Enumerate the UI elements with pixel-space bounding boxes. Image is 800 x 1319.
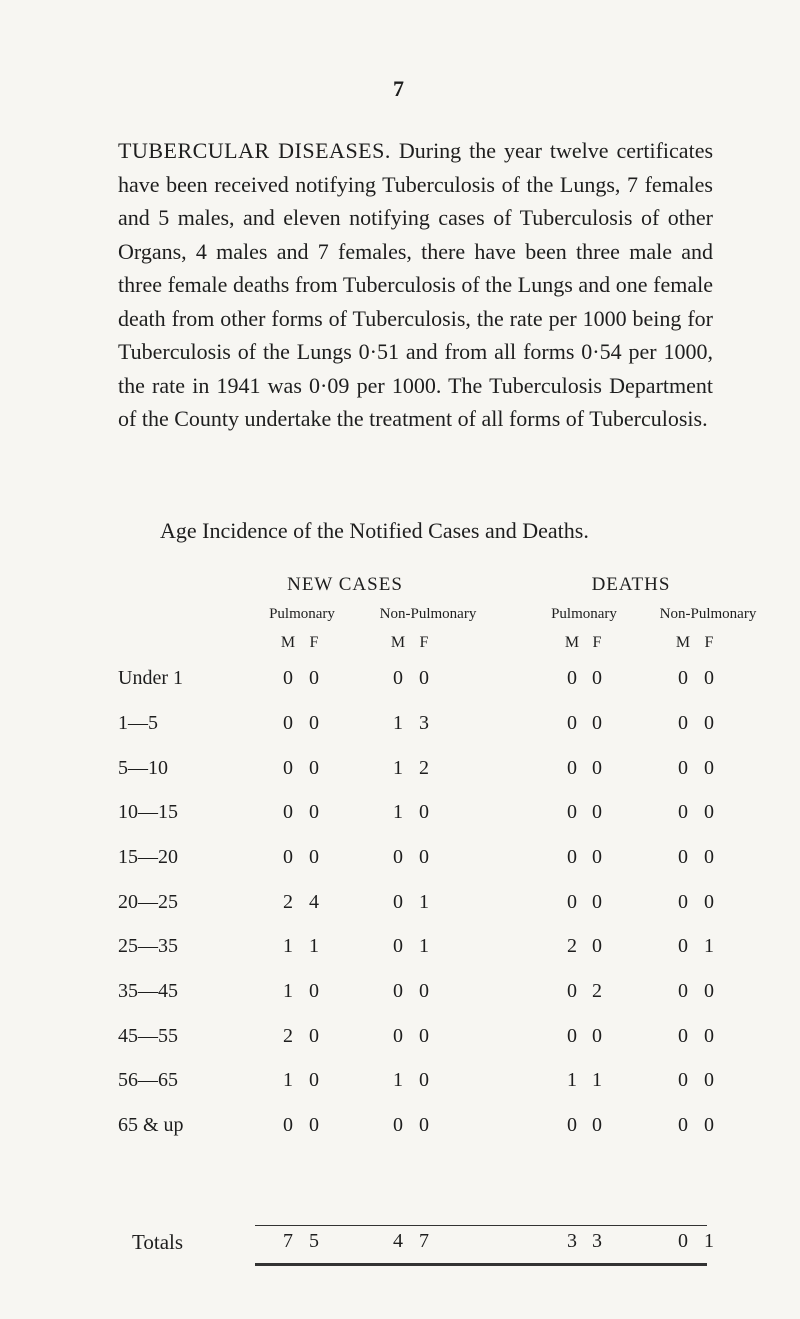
table-cell: 0 <box>704 801 714 823</box>
table-cell: 0 <box>283 846 293 868</box>
table-cell: 0 <box>678 935 688 957</box>
table-cell: 0 <box>678 757 688 779</box>
table-cell: 0 <box>678 980 688 1002</box>
table-cell: 2 <box>283 891 293 913</box>
page-number: 7 <box>393 76 404 101</box>
table-cell: 0 <box>704 1069 714 1091</box>
table-row <box>0 846 800 876</box>
table-cell: 1 <box>393 712 403 734</box>
table-cell: 0 <box>567 846 577 868</box>
table-cell: 1 <box>704 935 714 957</box>
table-cell: 0 <box>678 801 688 823</box>
table-row <box>0 667 800 697</box>
totals-cell: 7 <box>283 1230 293 1252</box>
table-cell: 0 <box>592 801 602 823</box>
totals-cell: 5 <box>309 1230 319 1252</box>
sex-header: F <box>704 634 714 651</box>
table-row <box>0 980 800 1010</box>
table-cell: 0 <box>393 935 403 957</box>
group-header-new-cases: NEW CASES <box>287 574 403 595</box>
age-group-label: 20—25 <box>118 891 178 913</box>
subheader-non-pulmonary: Non-Pulmonary <box>379 606 477 622</box>
table-cell: 0 <box>309 846 319 868</box>
sex-header: F <box>592 634 602 651</box>
table-row <box>0 1069 800 1099</box>
table-cell: 0 <box>283 1114 293 1136</box>
bottom-rule <box>255 1263 707 1266</box>
table-cell: 0 <box>592 712 602 734</box>
table-cell: 1 <box>283 980 293 1002</box>
table-cell: 0 <box>678 846 688 868</box>
totals-cell: 4 <box>393 1230 403 1252</box>
table-cell: 0 <box>283 801 293 823</box>
table-cell: 0 <box>592 1025 602 1047</box>
table-cell: 0 <box>567 757 577 779</box>
table-row <box>0 1114 800 1144</box>
totals-cell: 3 <box>592 1230 602 1252</box>
table-cell: 0 <box>678 891 688 913</box>
table-cell: 0 <box>704 1114 714 1136</box>
table-cell: 0 <box>678 667 688 689</box>
section-heading: TUBERCULAR DISEASES. <box>118 138 391 163</box>
table-cell: 0 <box>592 667 602 689</box>
age-group-label: 35—45 <box>118 980 178 1002</box>
table-cell: 0 <box>678 1025 688 1047</box>
table-cell: 0 <box>309 1069 319 1091</box>
age-group-label: 45—55 <box>118 1025 178 1047</box>
table-cell: 0 <box>393 891 403 913</box>
table-cell: 0 <box>393 846 403 868</box>
table-cell: 0 <box>567 801 577 823</box>
sex-header: M <box>564 634 580 651</box>
sex-header: F <box>419 634 429 651</box>
table-cell: 2 <box>419 757 429 779</box>
table-cell: 0 <box>393 1025 403 1047</box>
table-cell: 0 <box>419 980 429 1002</box>
table-cell: 0 <box>567 712 577 734</box>
table-row <box>0 1025 800 1055</box>
table-row <box>0 935 800 965</box>
table-cell: 0 <box>393 667 403 689</box>
table-cell: 1 <box>419 935 429 957</box>
age-group-label: 65 & up <box>118 1114 184 1136</box>
table-cell: 0 <box>678 712 688 734</box>
table-cell: 0 <box>309 1025 319 1047</box>
table-cell: 1 <box>419 891 429 913</box>
totals-label: Totals <box>132 1230 184 1254</box>
totals-cell: 0 <box>678 1230 688 1252</box>
sex-header: F <box>309 634 319 651</box>
paragraph-text: During the year twelve certificates have been received notifying Tuberculosis of the Lungs, 7 females and 5 males, and eleven notifying cases of Tuberculosis of other Organs, 4 males and 7 females, there have been three male and three female deaths from Tuberculosis of the Lungs and one female death from other forms of Tuberculosis, the rate per 1000 being for Tuberculosis of the Lungs 0·51 and from all forms 0·54 per 1000, the rate in 1941 was 0·09 per 1000. The Tuberculosis Department of the County undertake the treatment of all forms of Tuberculosis. <box>118 138 714 431</box>
sex-header: M <box>390 634 406 651</box>
tubercular-diseases-paragraph <box>118 134 713 436</box>
subheader-pulmonary: Pulmonary <box>551 606 617 622</box>
table-cell: 0 <box>393 980 403 1002</box>
table-cell: 0 <box>704 757 714 779</box>
table-cell: 1 <box>393 801 403 823</box>
table-cell: 0 <box>309 801 319 823</box>
table-cell: 0 <box>704 891 714 913</box>
subheader-non-pulmonary: Non-Pulmonary <box>659 606 757 622</box>
totals-cell: 7 <box>419 1230 429 1252</box>
table-cell: 0 <box>567 667 577 689</box>
table-cell: 0 <box>283 757 293 779</box>
totals-cell: 3 <box>567 1230 577 1252</box>
sex-header: M <box>675 634 691 651</box>
table-cell: 0 <box>419 801 429 823</box>
table-cell: 0 <box>704 667 714 689</box>
table-cell: 0 <box>567 891 577 913</box>
table-cell: 0 <box>592 1114 602 1136</box>
table-cell: 1 <box>567 1069 577 1091</box>
table-cell: 0 <box>592 891 602 913</box>
table-row <box>0 757 800 787</box>
totals-row <box>0 1230 800 1260</box>
table-cell: 2 <box>567 935 577 957</box>
table-cell: 0 <box>419 1025 429 1047</box>
table-cell: 1 <box>309 935 319 957</box>
table-row <box>0 891 800 921</box>
age-group-label: 56—65 <box>118 1069 178 1091</box>
table-cell: 0 <box>419 846 429 868</box>
group-header-deaths: DEATHS <box>591 574 671 595</box>
table-cell: 0 <box>704 980 714 1002</box>
table-cell: 0 <box>309 1114 319 1136</box>
subheader-pulmonary: Pulmonary <box>269 606 335 622</box>
age-group-label: 15—20 <box>118 846 178 868</box>
age-group-label: 5—10 <box>118 757 168 779</box>
table-row <box>0 801 800 831</box>
age-group-label: 25—35 <box>118 935 178 957</box>
table-cell: 4 <box>309 891 319 913</box>
table-cell: 1 <box>592 1069 602 1091</box>
table-cell: 0 <box>283 667 293 689</box>
table-cell: 2 <box>283 1025 293 1047</box>
table-cell: 0 <box>592 757 602 779</box>
table-cell: 0 <box>567 1114 577 1136</box>
table-cell: 0 <box>704 846 714 868</box>
table-cell: 1 <box>283 1069 293 1091</box>
table-cell: 0 <box>283 712 293 734</box>
table-cell: 0 <box>309 980 319 1002</box>
table-cell: 0 <box>704 1025 714 1047</box>
table-cell: 1 <box>283 935 293 957</box>
table-caption: Age Incidence of the Notified Cases and Deaths. <box>160 518 589 543</box>
table-cell: 0 <box>419 667 429 689</box>
table-cell: 0 <box>309 712 319 734</box>
table-cell: 0 <box>567 1025 577 1047</box>
age-group-label: 1—5 <box>118 712 158 734</box>
table-cell: 0 <box>704 712 714 734</box>
table-cell: 0 <box>419 1114 429 1136</box>
age-group-label: Under 1 <box>118 667 183 689</box>
table-cell: 0 <box>393 1114 403 1136</box>
table-cell: 0 <box>592 935 602 957</box>
table-cell: 0 <box>309 667 319 689</box>
table-cell: 0 <box>678 1114 688 1136</box>
age-group-label: 10—15 <box>118 801 178 823</box>
table-cell: 0 <box>592 846 602 868</box>
table-cell: 3 <box>419 712 429 734</box>
table-cell: 1 <box>393 1069 403 1091</box>
totals-cell: 1 <box>704 1230 714 1252</box>
table-cell: 2 <box>592 980 602 1002</box>
table-cell: 0 <box>567 980 577 1002</box>
sex-header: M <box>280 634 296 651</box>
table-cell: 0 <box>678 1069 688 1091</box>
table-cell: 0 <box>309 757 319 779</box>
table-cell: 1 <box>393 757 403 779</box>
totals-rule <box>255 1225 707 1226</box>
table-cell: 0 <box>419 1069 429 1091</box>
table-row <box>0 712 800 742</box>
